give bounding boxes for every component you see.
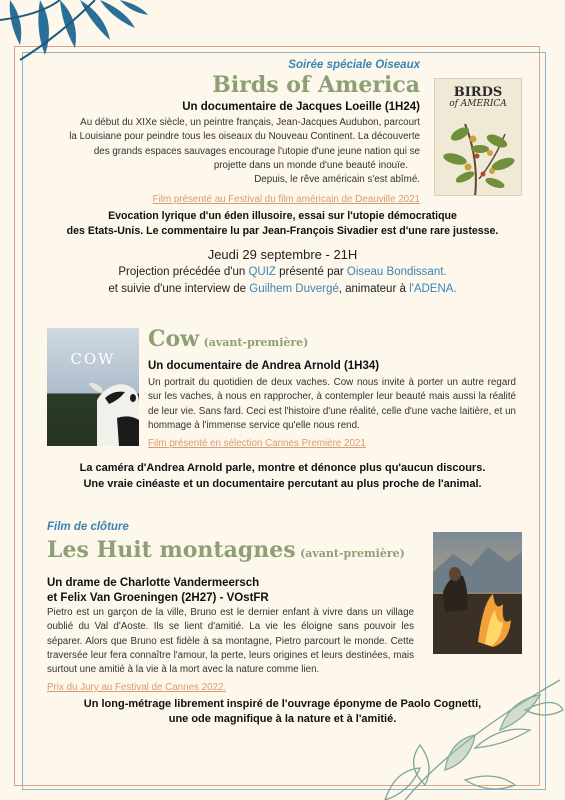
birds-poster-image [434, 78, 522, 196]
interview-text-mid: , animateur à [338, 283, 410, 295]
projection-text: Projection précédée d'un [118, 266, 249, 278]
huit-title-row [47, 537, 405, 563]
huit-title-note: (avant-première) [300, 547, 405, 560]
huit-kicker: Film de clôture [47, 521, 129, 533]
leaves-top-left-decoration [0, 0, 150, 70]
birds-kicker: Soirée spéciale Oiseaux [288, 59, 420, 71]
huit-title: Les Huit montagnes [47, 537, 296, 563]
birds-projection-line [40, 266, 525, 278]
birds-synopsis [40, 116, 420, 187]
cow-synopsis: Un portrait du quotidien de deux vaches. Cow nous invite à porter un autre regard sur les vaches, à nous en rapprocher, à contempler leur beauté mais aussi la réalité de leur vie. Sans fard. Ceci est l'histoire d'une réalité, celle d'une vache laitière, et un hommage à l'immense service qu'elle nous rend. [148, 377, 516, 431]
huit-poster-illustration [433, 532, 522, 654]
cow-festival-link[interactable]: Film présenté en sélection Cannes Première 2021 [148, 438, 366, 449]
birds-synopsis-line: la Louisiane pour peindre tous les oiseaux du Nouveau Continent. La découverte [69, 131, 420, 143]
birds-tagline [40, 209, 525, 239]
interview-text: et suivie d'une interview de [108, 283, 250, 295]
huit-subtitle-line: et Felix Van Groeningen (2H27) - VOstFR [47, 592, 269, 604]
birds-subtitle: Un documentaire de Jacques Loeille (1H24) [182, 101, 420, 113]
birds-title: Birds of America [212, 72, 420, 98]
cow-tagline-line: Une vraie cinéaste et un documentaire percutant au plus proche de l'animal. [83, 478, 482, 490]
birds-synopsis-line: Au début du XIXe siècle, un peintre français, Jean-Jacques Audubon, parcourt [80, 117, 420, 128]
adena-name: l'ADENA. [409, 283, 457, 295]
birds-poster-illustration [435, 79, 522, 196]
huit-subtitle-line: Un drame de Charlotte Vandermeersch [47, 577, 260, 589]
birds-poster-subtitle: of AMERICA [449, 99, 507, 109]
birds-festival-link[interactable]: Film présenté au Festival du film américain de Deauville 2021 [152, 194, 420, 205]
huit-festival-link[interactable]: Prix du Jury au Festival de Cannes 2022. [47, 682, 227, 693]
birds-tagline-line: Evocation lyrique d'un éden illusoire, essai sur l'utopie démocratique [108, 210, 457, 222]
cow-title-note: (avant-première) [203, 336, 309, 349]
projection-text-mid: présenté par [275, 266, 347, 278]
cow-tagline [40, 460, 525, 492]
huit-synopsis: Pietro est un garçon de la ville, Bruno est le dernier enfant à vivre dans un village oublié du Val d'Aoste. Ils se lient d'amitié. La vie les éloigne sans pouvoir les séparer. Alors que Bruno est fidèle à sa montagne, Pietro parcourt le monde. Cette traversée leur fera connaître l'amour, la perte, leurs origines et leurs destinées, mais surtout une amitié à la vie à la mort avec la nature comme lien. [47, 607, 414, 676]
guest-name: Guilhem Duvergé [249, 283, 339, 295]
birds-poster-title: BIRDS [453, 85, 503, 100]
huit-tagline [40, 697, 525, 727]
huit-festival-wrap [47, 677, 417, 695]
cow-tagline-line: La caméra d'Andrea Arnold parle, montre et dénonce plus qu'aucun discours. [79, 462, 486, 474]
cow-festival-wrap [148, 433, 518, 451]
huit-subtitle [47, 576, 417, 606]
cow-subtitle: Un documentaire de Andrea Arnold (1H34) [148, 360, 380, 372]
birds-interview-line [40, 283, 525, 295]
oiseau-bondissant-name: Oiseau Bondissant. [346, 266, 447, 278]
huit-tagline-line: une ode magnifique à la nature et à l'amitié. [168, 713, 397, 725]
birds-synopsis-line: des grands espaces sauvages encourage l'utopie d'une jeune nation qui se [93, 145, 420, 157]
cow-title-row [148, 326, 308, 352]
birds-synopsis-line: projette dans un monde d'une beauté inouïe. [213, 159, 408, 171]
cow-poster-image [47, 328, 139, 446]
birds-date: Jeudi 29 septembre - 21H [207, 247, 358, 262]
birds-synopsis-line: Depuis, le rêve américain s'est abîmé. [254, 174, 420, 186]
birds-tagline-line: des Etats-Unis. Le commentaire lu par Jean-François Sivadier est d'une rare justesse. [66, 225, 499, 237]
huit-poster-image [433, 532, 522, 654]
huit-tagline-line: Un long-métrage librement inspiré de l'ouvrage éponyme de Paolo Cognetti, [83, 698, 482, 710]
cow-title: Cow [148, 326, 200, 352]
birds-festival-wrap [120, 189, 420, 207]
cow-poster-title: COW [70, 350, 116, 368]
quiz-label: QUIZ [248, 266, 276, 278]
cow-poster-illustration [47, 328, 139, 446]
